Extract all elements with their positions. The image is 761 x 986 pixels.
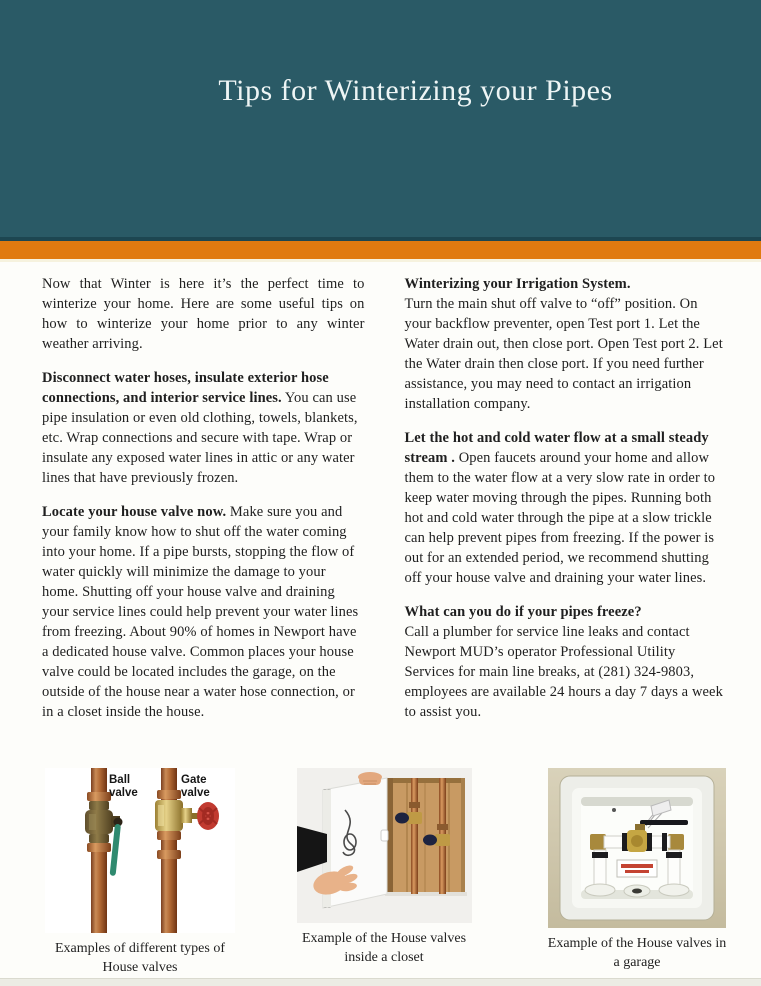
figure-valves-in-garage bbox=[544, 768, 730, 972]
header-banner bbox=[0, 0, 761, 237]
intro-paragraph bbox=[42, 274, 365, 354]
paragraph-locate-valve bbox=[42, 502, 365, 722]
paragraph-disconnect-hoses bbox=[42, 368, 365, 488]
page-title: Tips for Winterizing your Pipes bbox=[218, 74, 613, 107]
header-divider-orange bbox=[0, 241, 761, 259]
figure-caption-closet: Example of the House valves inside a closet bbox=[301, 931, 467, 965]
left-column bbox=[42, 274, 365, 762]
right-column bbox=[405, 274, 726, 762]
closet-valves-illustration bbox=[297, 768, 472, 923]
water-flow-text: Open faucets around your home and allow them to the water flow at a very slow rate in order to keep water moving through the pipes. Running both hot and cold water through the pipe at a slow trickle can help prevent pipes from freezing. If the power is out for an extended period, we recommend shutting off your house valve and draining your water lines. bbox=[404, 450, 716, 586]
figure-caption-garage: Example of the House valves in a garage bbox=[547, 936, 727, 970]
figure-row bbox=[0, 768, 761, 977]
article-body bbox=[0, 262, 761, 762]
locate-valve-heading: Locate your house valve now. bbox=[42, 504, 227, 520]
disconnect-hoses-text: You can use pipe insulation or even old clothing, towels, blankets, etc. Wrap connections and secure with tape. Wrap or insulate any exposed water lines in attic or any water lines that have previously frozen. bbox=[42, 390, 358, 486]
photo-valves-in-closet bbox=[297, 768, 472, 923]
garage-valve-box-illustration bbox=[548, 768, 726, 928]
pipes-freeze-heading: What can you do if your pipes freeze? bbox=[404, 604, 642, 620]
figure-house-valve-types bbox=[42, 768, 238, 977]
intro-text: Now that Winter is here it’s the perfect time to winterize your home. Here are some useful tips on how to winterize your home prior to any winter weather arriving. bbox=[42, 276, 365, 352]
disconnect-hoses-heading: Disconnect water hoses, insulate exterior hose connections, and interior service lines. bbox=[42, 370, 329, 406]
figure-valves-in-closet bbox=[294, 768, 474, 967]
gate-valve-label: Gate valve bbox=[181, 774, 210, 799]
photo-valves-in-garage bbox=[548, 768, 726, 928]
paragraph-water-flow bbox=[405, 428, 726, 588]
footer-strip bbox=[0, 978, 761, 986]
locate-valve-text: Make sure you and your family know how to shut off the water coming into your home. If a pipe bursts, stopping the flow of water quickly will minimize the damage to your home. Shutting off your house valve and draining your service lines could help prevent your water lines from freezing. About 90% of homes in Newport have a dedicated house valve. Common places your house valve could be located includes the garage, on the outside of the house near a water hose connection, or in a closet inside the house. bbox=[42, 504, 359, 720]
irrigation-text: Turn the main shut off valve to “off” position. On your backflow preventer, open Test port 1. Let the Water drain out, then close port. Open Test port 2. Let the Water drain then close port. If you need further assistance, you may need to contact an irrigation installation company. bbox=[404, 296, 723, 412]
water-flow-heading: Let the hot and cold water flow at a small steady stream . bbox=[404, 430, 709, 466]
paragraph-irrigation bbox=[405, 274, 726, 414]
figure-caption-valve-types: Examples of different types of House valves bbox=[54, 941, 226, 975]
ball-valve-label: Ball valve bbox=[109, 774, 138, 799]
pipes-freeze-text: Call a plumber for service line leaks and contact Newport MUD’s operator Professional Utility Services for main line breaks, at (281) 324-9803, employees are available 24 hours a day 7 days a week to assist you. bbox=[404, 624, 723, 720]
paragraph-pipes-freeze bbox=[405, 602, 726, 722]
irrigation-heading: Winterizing your Irrigation System. bbox=[404, 276, 631, 292]
photo-valve-types bbox=[45, 768, 235, 933]
